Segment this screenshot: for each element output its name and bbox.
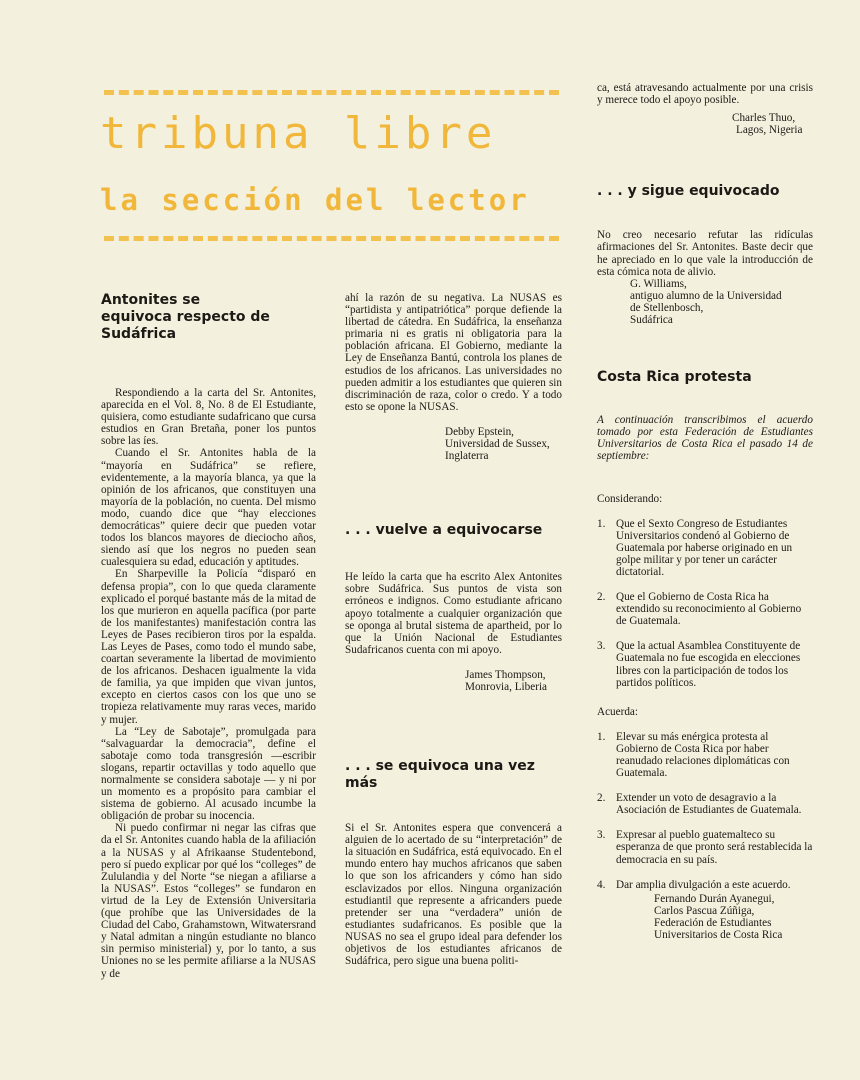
item-number: 1. <box>597 517 606 530</box>
item-number: 2. <box>597 792 606 805</box>
article-paragraph: ahí la razón de su negativa. La NUSAS es “partidista y antipatriótica” porque defiende la libertad de cátedra. En Sudáfrica, la enseñanza primaria ni es gratis ni obligatoria para la población africana. El Gobierno, mediante la Ley de Enseñanza Bantú, controla los planes de estudios de los africanos. Las universidades no pueden admitir a los estudiantes que quieren sin discriminación de raza, color o credo. Y a todo esto se opone la NUSAS. <box>345 292 562 413</box>
headline-costa-rica: Costa Rica protesta <box>597 369 752 386</box>
signature-williams <box>630 278 813 326</box>
section-subtitle: la sección del lector <box>100 183 530 217</box>
column-3 <box>597 82 813 941</box>
signature-line: Universidad de Sussex, <box>445 438 550 451</box>
article-paragraph: Si el Sr. Antonites espera que convencerá a alguien de lo acertado de su “interpretación” de la situación en Sudáfrica, está equivocado. En el mundo entero hay muchos africanos que saben lo que son los africanders y cómo han sido esclavizados por ellos. Ninguna organización estudiantil que represente a africanders puede pretender ser una “verdadera” unión de estudiantes sudafricanos. Es posible que la NUSAS no sea el grupo ideal para defender los objetivos de los estudiantes africanos de Sudáfrica, pero sigue una buena politi- <box>345 822 562 968</box>
item-text: Elevar su más enérgica protesta al Gobierno de Costa Rica por haber reanudado relaciones diplomáticas con Guatemala. <box>616 730 790 780</box>
signature-epstein <box>445 426 562 462</box>
label-considerando: Considerando: <box>597 492 663 505</box>
intro-paragraph: A continuación transcribimos el acuerdo tomado por esta Federación de Estudiantes Universitarios de Costa Rica el pasado 14 de septiembre: <box>597 414 813 463</box>
article-paragraph: ca, está atravesando actualmente por una crisis y merece todo el apoyo posible. <box>597 82 813 107</box>
headline-vuelve: . . . vuelve a equivocarse <box>345 522 543 539</box>
signature-line: de Stellenbosch, <box>630 301 704 314</box>
article-paragraph: En Sharpeville la Policía “disparó en defensa propia”, con lo que queda claramente explicado el porqué bastante más de la mitad de los que murieron en aquella pacífica (por parte de los manifestantes) manifestación contra las Leyes de Pases recibieron tiros por la espalda. Las Leyes de Pases, como todo el mundo sabe, coartan severamente la libertad de movimiento de los africanos. Deshacen igualmente la vida de familia, ya que impiden que vivan juntos, excepto en ciertos casos con los que uno se tropieza relativamente muy raras veces, marido y mujer. <box>101 568 316 726</box>
column-2 <box>345 292 562 967</box>
signature-line: Universitarios de Costa Rica <box>654 929 783 942</box>
section-title: tribuna libre <box>100 108 497 159</box>
signature-line: James Thompson, <box>465 668 546 681</box>
item-text: Dar amplia divulgación a este acuerdo. <box>616 878 791 891</box>
article-paragraph: La “Ley de Sabotaje”, promulgada para “salvaguardar la democracia”, define el sabotaje como toda transgresión —escribir slogans, repartir octavillas y todo aquello que normalmente se considera sabotaje — y ni por un momento es a propósito para cambiar el sistema de gobierno. Al acusado incumbe la obligación de probar su inocencia. <box>101 725 316 823</box>
list-item <box>597 731 813 779</box>
item-text: Extender un voto de desagravio a la Asociación de Estudiantes de Guatemala. <box>616 792 802 817</box>
column-1 <box>101 292 316 980</box>
signature-line: Charles Thuo, <box>732 112 796 125</box>
item-number: 3. <box>597 829 606 842</box>
signature-line: Federación de Estudiantes <box>654 916 772 929</box>
list-item <box>597 518 813 578</box>
headline-antonites: Antonites se equivoca respecto de Sudáfrica <box>101 292 270 342</box>
signature-line: Fernando Durán Ayanegui, <box>654 892 775 905</box>
signature-line: G. Williams, <box>630 277 687 290</box>
signature-line: Lagos, Nigeria <box>736 124 803 137</box>
signature-line: Monrovia, Liberia <box>465 680 548 693</box>
item-number: 2. <box>597 591 606 604</box>
article-paragraph: Respondiendo a la carta del Sr. Antonites, aparecida en el Vol. 8, No. 8 de El Estudiante, quisiera, como estudiante sudafricano que cursa estudios en Gran Bretaña, poner los puntos sobre las íes. <box>101 387 316 448</box>
article-paragraph: Ni puedo confirmar ni negar las cifras que da el Sr. Antonites cuando habla de la afiliación a la NUSAS y al Afrikaanse Studentebond, pero sí puedo explicar por qué los “colleges” de Zululandia y del Norte “se niegan a afiliarse a la NUSAS”. Estos “colleges” se fundaron en virtud de la Ley de Extensión Universitaria (que prohíbe que las Universidades de la Ciudad del Cabo, Grahamstown, Witwatersrand y Natal admitan a ningún estudiante no blanco sin permiso ministerial) y, por lo tanto, a sus Uniones no se les permite afiliarse a la NUSAS y de <box>101 822 316 980</box>
item-text: Que el Gobierno de Costa Rica ha extendido su reconocimiento al Gobierno de Guatemala. <box>616 591 802 628</box>
item-text: Que la actual Asamblea Constituyente de Guatemala no fue escogida en elecciones libres con la participación de todos los partidos políticos. <box>616 640 801 689</box>
signature-line: Debby Epstein, <box>445 425 514 438</box>
header-bottom-rule <box>104 236 559 241</box>
label-acuerda: Acuerda: <box>597 705 638 718</box>
item-text: Expresar al pueblo guatemalteco su esperanza de que pronto será restablecida la democracia en su país. <box>616 829 813 866</box>
signature-line: Sudáfrica <box>630 314 673 327</box>
signature-thuo <box>732 112 813 136</box>
list-item <box>597 792 813 816</box>
headline-se-equivoca: . . . se equivoca una vez más <box>345 758 535 792</box>
article-paragraph: No creo necesario refutar las ridículas afirmaciones del Sr. Antonites. Baste decir que he apreciado en lo que vale la introducción de esta cómica nota de alivio. <box>597 229 813 278</box>
signature-line: Inglaterra <box>445 450 489 463</box>
headline-sigue: . . . y sigue equivocado <box>597 183 780 200</box>
article-paragraph: Cuando el Sr. Antonites habla de la “mayoría en Sudáfrica” se refiere, evidentemente, a la mayoría blanca, ya que la opinión de los africanos, que constituyen una mayoría de la población, no cuenta. Del mismo modo, cuando dice que “hay elecciones democráticas” quiere decir que pueden votar todos los blancos mayores de dieciocho años, siendo así que los negros no pueden sean cualesquiera su edad, educación y aptitudes. <box>101 447 316 569</box>
article-paragraph: He leído la carta que ha escrito Alex Antonites sobre Sudáfrica. Sus puntos de vista son erróneos e indignos. Como estudiante africano apoyo totalmente a cualquier organización que se oponga al brutal sistema de apartheid, por lo que la Unión Nacional de Estudiantes Sudafricanos cuenta con mi apoyo. <box>345 571 562 656</box>
item-number: 1. <box>597 730 606 743</box>
list-item <box>597 640 813 688</box>
list-item <box>597 591 813 627</box>
item-number: 3. <box>597 640 606 653</box>
list-item <box>597 829 813 865</box>
considerando-list <box>597 518 813 689</box>
list-item <box>597 879 813 891</box>
signature-thompson <box>465 669 562 693</box>
signature-line: Carlos Pascua Zúñiga, <box>654 904 755 917</box>
header-top-rule <box>104 90 559 95</box>
signature-federacion <box>654 893 813 941</box>
signature-line: antiguo alumno de la Universidad <box>630 289 782 302</box>
item-number: 4. <box>597 878 606 891</box>
acuerda-list <box>597 731 813 891</box>
item-text: Que el Sexto Congreso de Estudiantes Universitarios condenó al Gobierno de Guatemala por haberse originado en un golpe militar y por tener un carácter dictatorial. <box>616 517 793 578</box>
